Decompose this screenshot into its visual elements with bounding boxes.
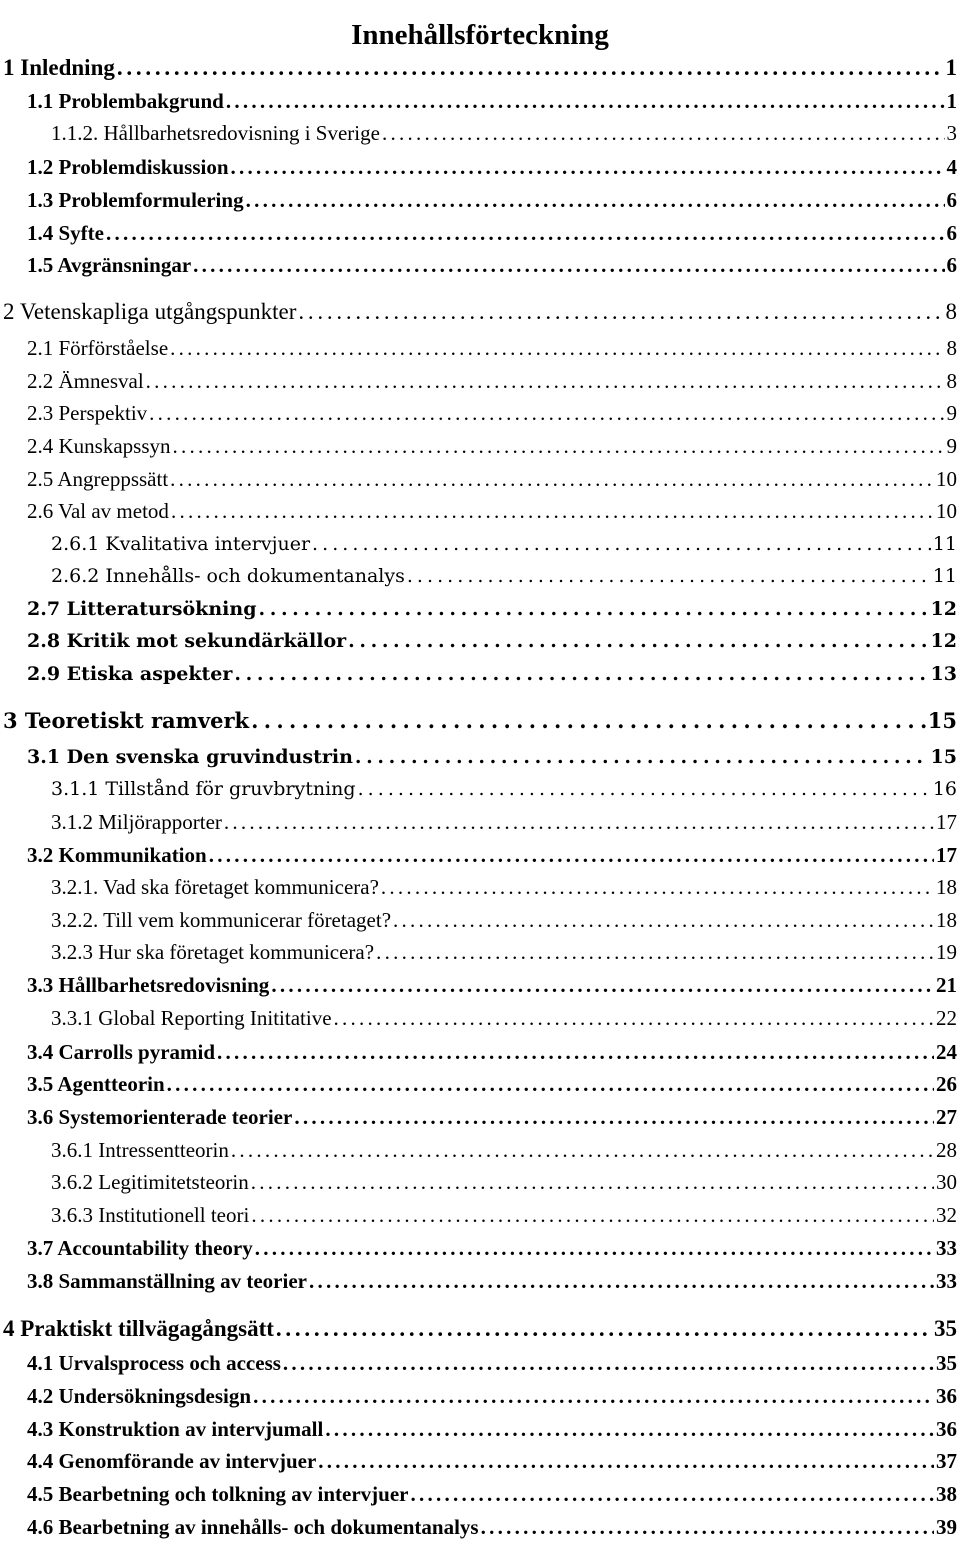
toc-entry-page-number: 36 xyxy=(936,1417,957,1441)
toc-entry[interactable] xyxy=(51,118,957,148)
toc-entry-page-number: 33 xyxy=(936,1236,957,1260)
toc-entry-label: 2.2 Ämnesval xyxy=(27,369,144,393)
toc-entry-label: 3 Teoretiskt ramverk xyxy=(3,708,250,733)
toc-entry-page-number: 9 xyxy=(946,434,957,458)
toc-entry[interactable] xyxy=(27,1102,957,1132)
toc-entry[interactable] xyxy=(27,659,957,689)
toc-entry-page-number: 37 xyxy=(936,1449,957,1473)
toc-entry-label: 2 Vetenskapliga utgångspunkter xyxy=(3,299,297,324)
dot-leader xyxy=(411,1479,935,1509)
dot-leader xyxy=(171,496,934,526)
dot-leader xyxy=(276,1314,932,1344)
toc-entry[interactable] xyxy=(27,1512,957,1542)
toc-entry-label: 3.7 Accountability theory xyxy=(27,1236,253,1260)
dot-leader xyxy=(224,807,934,837)
toc-entry[interactable] xyxy=(3,706,957,736)
toc-entry-label: 2.9 Etiska aspekter xyxy=(27,663,233,685)
toc-entry-page-number: 35 xyxy=(936,1351,957,1375)
toc-entry[interactable] xyxy=(27,366,957,396)
toc-entry-page-number: 18 xyxy=(936,908,957,932)
dot-leader xyxy=(283,1348,934,1378)
dot-leader xyxy=(146,366,945,396)
toc-entry-page-number: 16 xyxy=(932,778,957,800)
toc-entry[interactable] xyxy=(27,185,957,215)
toc-entry-label: 2.5 Angreppssätt xyxy=(27,467,169,491)
toc-entry-page-number: 13 xyxy=(930,663,957,685)
toc-entry-label: 3.2 Kommunikation xyxy=(27,843,207,867)
toc-entry-page-number: 8 xyxy=(946,336,957,360)
toc-entry[interactable] xyxy=(27,594,957,624)
toc-entry-page-number: 22 xyxy=(936,1006,957,1030)
toc-entry-page-number: 8 xyxy=(945,299,957,324)
toc-entry-page-number: 9 xyxy=(946,401,957,425)
toc-entry-label: 4.5 Bearbetning och tolkning av intervjuer xyxy=(27,1482,409,1506)
toc-entry[interactable] xyxy=(51,1003,957,1033)
toc-entry[interactable] xyxy=(27,218,957,248)
toc-entry-label: 4 Praktiskt tillvägagångsätt xyxy=(3,1316,274,1341)
dot-leader xyxy=(312,529,931,559)
toc-entry-page-number: 24 xyxy=(936,1040,957,1064)
toc-entry-page-number: 21 xyxy=(936,973,957,997)
toc-entry-label: 1.4 Syfte xyxy=(27,221,104,245)
dot-leader xyxy=(271,970,934,1000)
dot-leader xyxy=(325,1414,934,1444)
dot-leader xyxy=(376,937,934,967)
toc-entry-page-number: 32 xyxy=(936,1203,957,1227)
toc-entry-page-number: 11 xyxy=(932,565,957,587)
toc-entry-label: 1.1.2. Hållbarhetsredovisning i Sverige xyxy=(51,121,380,145)
dot-leader xyxy=(234,659,928,689)
toc-entry-page-number: 27 xyxy=(936,1105,957,1129)
toc-entry-page-number: 28 xyxy=(936,1138,957,1162)
toc-entry-label: 4.2 Undersökningsdesign xyxy=(27,1384,252,1408)
toc-entry[interactable] xyxy=(27,431,957,461)
toc-entry-label: 2.3 Perspektiv xyxy=(27,401,148,425)
dot-leader xyxy=(193,250,944,280)
toc-entry-page-number: 11 xyxy=(932,533,957,555)
toc-entry[interactable] xyxy=(27,626,957,656)
toc-entry-page-number: 15 xyxy=(927,708,957,733)
toc-entry-page-number: 17 xyxy=(936,843,957,867)
toc-entry-page-number: 18 xyxy=(936,875,957,899)
toc-entry[interactable] xyxy=(3,297,957,327)
toc-entry-page-number: 30 xyxy=(936,1170,957,1194)
toc-entry-label: 3.6.1 Intressentteorin xyxy=(51,1138,229,1162)
toc-entry-label: 3.2.3 Hur ska företaget kommunicera? xyxy=(51,940,375,964)
toc-entry-label: 4.4 Genomförande av intervjuer xyxy=(27,1449,317,1473)
toc-entry-label: 2.6 Val av metod xyxy=(27,499,169,523)
toc-entry-label: 3.8 Sammanställning av teorier xyxy=(27,1269,307,1293)
toc-entry-page-number: 10 xyxy=(936,467,957,491)
toc-entry-page-number: 17 xyxy=(936,810,957,834)
toc-entry[interactable] xyxy=(27,1381,957,1411)
toc-entry-page-number: 33 xyxy=(936,1269,957,1293)
dot-leader xyxy=(253,1381,934,1411)
toc-entry-page-number: 6 xyxy=(946,221,957,245)
toc-entry[interactable] xyxy=(27,398,957,428)
toc-entry-page-number: 10 xyxy=(936,499,957,523)
toc-entry[interactable] xyxy=(3,53,957,83)
toc-entry-page-number: 6 xyxy=(946,253,957,277)
toc-entry[interactable] xyxy=(51,1167,957,1197)
toc-entry-page-number: 8 xyxy=(946,369,957,393)
toc-entry[interactable] xyxy=(27,333,957,363)
toc-entry-label: 2.6.1 Kvalitativa intervjuer xyxy=(51,533,311,555)
dot-leader xyxy=(355,742,929,772)
toc-entry-label: 3.1.2 Miljörapporter xyxy=(51,810,222,834)
toc-entry[interactable] xyxy=(27,1037,957,1067)
toc-entry[interactable] xyxy=(51,561,957,591)
toc-entry[interactable] xyxy=(27,970,957,1000)
toc-entry[interactable] xyxy=(27,1233,957,1263)
toc-entry[interactable] xyxy=(3,1314,957,1344)
toc-entry-label: 3.3 Hållbarhetsredovisning xyxy=(27,973,270,997)
toc-entry-page-number: 38 xyxy=(936,1482,957,1506)
toc-entry-page-number: 35 xyxy=(934,1316,957,1341)
dot-leader xyxy=(334,1003,934,1033)
toc-entry[interactable] xyxy=(51,807,957,837)
toc-entry-label: 4.3 Konstruktion av intervjumall xyxy=(27,1417,324,1441)
dot-leader xyxy=(348,626,928,656)
dot-leader xyxy=(294,1102,934,1132)
toc-entry-page-number: 1 xyxy=(945,55,957,80)
dot-leader xyxy=(251,706,926,736)
dot-leader xyxy=(251,1167,934,1197)
toc-entry-label: 1.5 Avgränsningar xyxy=(27,253,192,277)
toc-entry[interactable] xyxy=(51,774,957,804)
dot-leader xyxy=(309,1266,934,1296)
dot-leader xyxy=(231,1135,934,1165)
dot-leader xyxy=(382,118,945,148)
toc-entry[interactable] xyxy=(51,529,957,559)
toc-entry-label: 3.2.1. Vad ska företaget kommunicera? xyxy=(51,875,379,899)
toc-entry-label: 1.2 Problemdiskussion xyxy=(27,155,229,179)
dot-leader xyxy=(117,53,944,83)
toc-entry-label: 4.6 Bearbetning av innehålls- och dokumentanalys xyxy=(27,1515,479,1539)
toc-entry[interactable] xyxy=(27,1479,957,1509)
dot-leader xyxy=(173,431,945,461)
dot-leader xyxy=(170,464,934,494)
dot-leader xyxy=(358,774,931,804)
toc-entry-page-number: 6 xyxy=(946,188,957,212)
toc-entry-label: 2.8 Kritik mot sekundärkällor xyxy=(27,630,347,652)
toc-entry[interactable] xyxy=(51,872,957,902)
dot-leader xyxy=(318,1446,934,1476)
toc-entry[interactable] xyxy=(27,742,957,772)
toc-entry-label: 2.4 Kunskapssyn xyxy=(27,434,171,458)
dot-leader xyxy=(226,86,945,116)
toc-entry[interactable] xyxy=(27,1446,957,1476)
toc-title: Innehållsförteckning xyxy=(351,19,609,52)
toc-entry-label: 3.6.2 Legitimitetsteorin xyxy=(51,1170,249,1194)
dot-leader xyxy=(381,872,934,902)
toc-entry-label: 3.2.2. Till vem kommunicerar företaget? xyxy=(51,908,392,932)
dot-leader xyxy=(393,905,934,935)
toc-entry-label: 1 Inledning xyxy=(3,55,115,80)
toc-entry-label: 3.6.3 Institutionell teori xyxy=(51,1203,250,1227)
toc-entry-label: 4.1 Urvalsprocess och access xyxy=(27,1351,281,1375)
toc-entry[interactable] xyxy=(27,1069,957,1099)
toc-entry-page-number: 15 xyxy=(930,746,957,768)
toc-entry-page-number: 36 xyxy=(936,1384,957,1408)
toc-entry[interactable] xyxy=(27,840,957,870)
toc-entry-label: 2.7 Litteratursökning xyxy=(27,598,257,620)
toc-entry[interactable] xyxy=(27,1414,957,1444)
dot-leader xyxy=(255,1233,934,1263)
toc-entry[interactable] xyxy=(27,1266,957,1296)
dot-leader xyxy=(170,333,944,363)
toc-entry-label: 1.3 Problemformulering xyxy=(27,188,244,212)
toc-entry-label: 3.1 Den svenska gruvindustrin xyxy=(27,746,353,768)
toc-entry-label: 3.5 Agentteorin xyxy=(27,1072,165,1096)
dot-leader xyxy=(246,185,945,215)
toc-entry-page-number: 12 xyxy=(930,598,957,620)
toc-entry-label: 3.1.1 Tillstånd för gruvbrytning xyxy=(51,778,356,800)
toc-entry[interactable] xyxy=(27,464,957,494)
dot-leader xyxy=(149,398,944,428)
toc-entry[interactable] xyxy=(27,496,957,526)
toc-entry-label: 2.6.2 Innehålls- och dokumentanalys xyxy=(51,565,405,587)
toc-entry-page-number: 39 xyxy=(936,1515,957,1539)
toc-entry-page-number: 12 xyxy=(930,630,957,652)
toc-entry-label: 3.3.1 Global Reporting Inititative xyxy=(51,1006,332,1030)
dot-leader xyxy=(251,1200,934,1230)
toc-entry[interactable] xyxy=(27,250,957,280)
toc-entry[interactable] xyxy=(27,152,957,182)
toc-entry-page-number: 19 xyxy=(936,940,957,964)
dot-leader xyxy=(481,1512,934,1542)
toc-entry[interactable] xyxy=(51,1200,957,1230)
toc-entry[interactable] xyxy=(27,1348,957,1378)
toc-entry[interactable] xyxy=(51,905,957,935)
dot-leader xyxy=(298,297,943,327)
toc-entry-label: 3.4 Carrolls pyramid xyxy=(27,1040,216,1064)
toc-entry[interactable] xyxy=(51,937,957,967)
toc-entry[interactable] xyxy=(27,86,957,116)
toc-entry-label: 1.1 Problembakgrund xyxy=(27,89,224,113)
dot-leader xyxy=(407,561,931,591)
toc-entry-page-number: 4 xyxy=(946,155,957,179)
dot-leader xyxy=(258,594,928,624)
dot-leader xyxy=(167,1069,934,1099)
toc-entry-label: 2.1 Förförståelse xyxy=(27,336,169,360)
dot-leader xyxy=(209,840,934,870)
toc-entry-page-number: 1 xyxy=(946,89,957,113)
toc-entry[interactable] xyxy=(51,1135,957,1165)
toc-entry-page-number: 26 xyxy=(936,1072,957,1096)
dot-leader xyxy=(231,152,945,182)
toc-entry-label: 3.6 Systemorienterade teorier xyxy=(27,1105,293,1129)
toc-entry-page-number: 3 xyxy=(946,121,957,145)
dot-leader xyxy=(106,218,945,248)
dot-leader xyxy=(217,1037,934,1067)
